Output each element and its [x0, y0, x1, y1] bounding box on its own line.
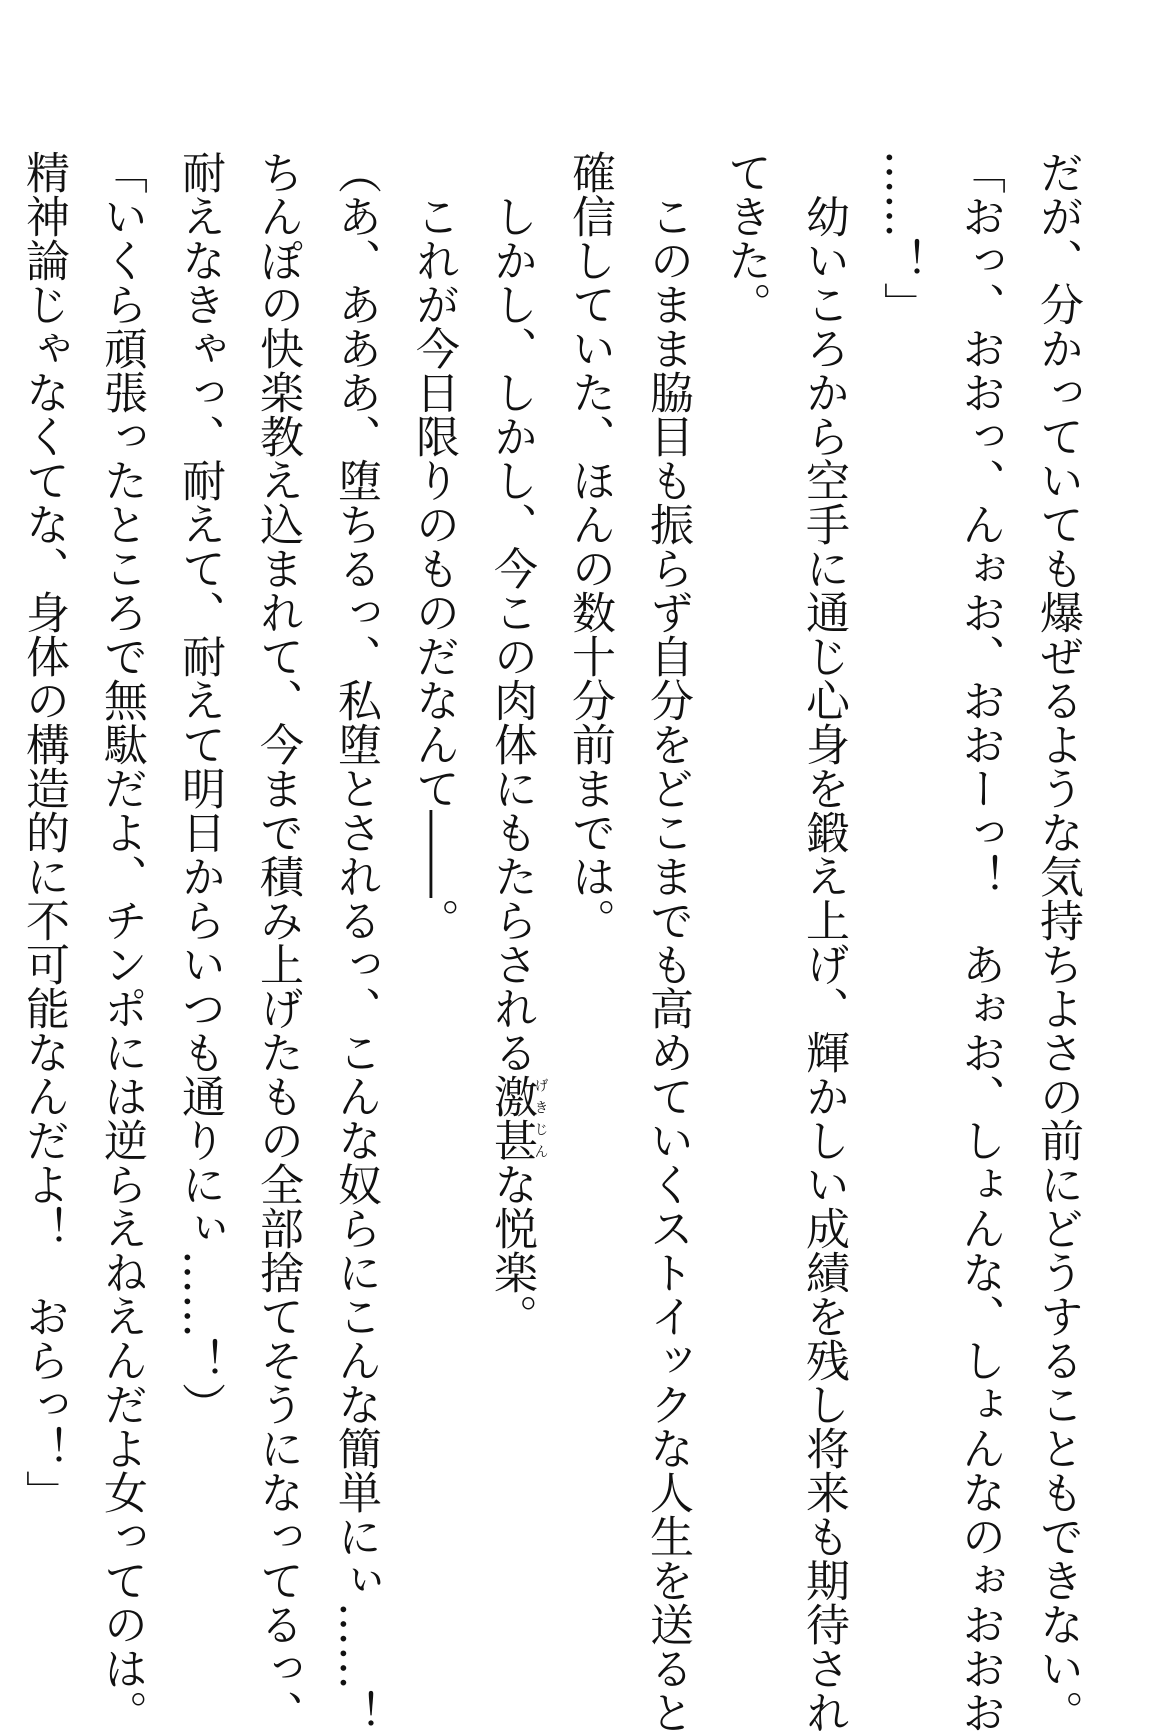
text-line: ちんぽの快楽教え込まれて、今まで積み上げたもの全部捨てそうになってるっ、: [252, 150, 303, 1734]
text-line: 耐えなきゃっ、耐えて、耐えて明日からいつも通りにぃ……！）: [174, 150, 225, 1426]
text-line: このまま脇目も振らず自分をどこまでも高めていくストイックな人生を送ると: [642, 194, 693, 1734]
ruby-annotation: [486, 1074, 549, 1162]
vertical-text-body: [18, 150, 1096, 1734]
text-line: これが今日限りのものだなんて――。: [408, 194, 459, 942]
ruby-reading: げきじん: [532, 1074, 549, 1162]
text-segment: な悦楽。: [486, 1162, 537, 1338]
text-line: 幼いころから空手に通じ心身を鍛え上げ、輝かしい成績を残し将来も期待され: [798, 194, 849, 1734]
text-line: [0, 150, 4, 1550]
ruby-base: 激甚: [486, 1074, 537, 1162]
text-line: 確信していた、ほんの数十分前までは。: [564, 150, 615, 942]
text-segment: しかし、しかし、今この肉体にもたらされる: [486, 194, 537, 1074]
text-line: だが、分かっていても爆ぜるような気持ちよさの前にどうすることもできない。: [1032, 150, 1083, 1734]
text-line: （あ、あああ、堕ちるっ、私堕とされるっ、こんな奴らにこんな簡単にぃ……！: [330, 150, 381, 1734]
text-line-with-ruby: [472, 150, 550, 1550]
text-line: 「おっ、おおっ、んぉお、おおーっ！ あぉお、しょんな、しょんなのぉおおお: [954, 150, 1005, 1734]
text-line: 「いくら頑張ったところで無駄だよ、チンポには逆らえねえんだよ女ってのは。: [96, 150, 147, 1734]
text-line: てきた。: [720, 150, 771, 326]
text-line: ……！」: [876, 150, 927, 326]
text-line: 精神論じゃなくてな、身体の構造的に不可能なんだよ！ おらっ！」: [18, 150, 69, 1514]
